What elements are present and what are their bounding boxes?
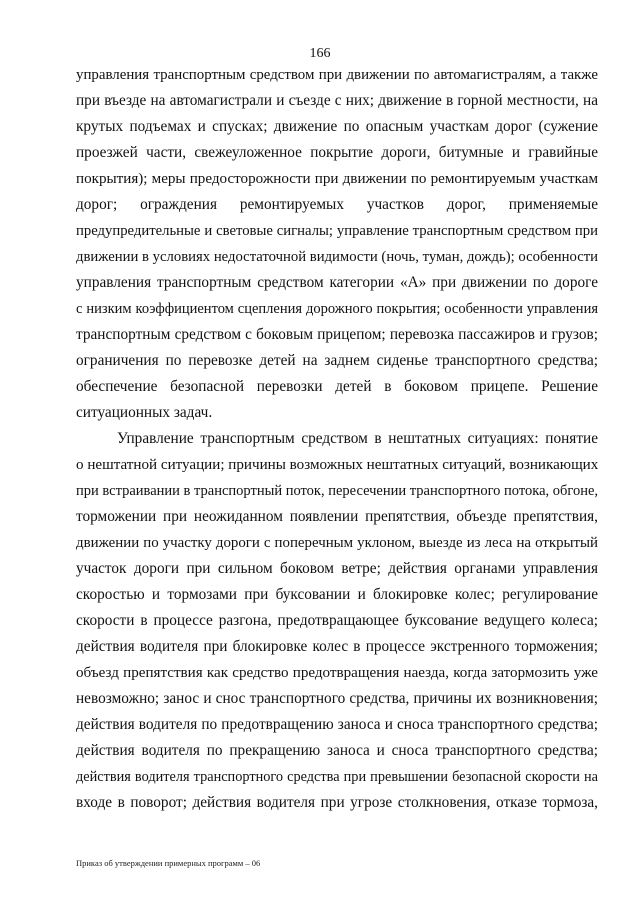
text-line: при встраивании в транспортный поток, пересечении транспортного потока, обгоне, <box>76 483 599 499</box>
text-line: с низким коэффициентом сцепления дорожного покрытия; особенности управления <box>76 301 598 317</box>
text-line: входе в поворот; действия водителя при угрозе столкновения, отказе тормоза, <box>76 794 598 811</box>
text-line: движении по участку дороги с поперечным уклоном, выезде из леса на открытый <box>76 535 598 551</box>
text-line: транспортным средством с боковым прицепом; перевозка пассажиров и грузов; <box>76 326 598 343</box>
text-line: действия водителя по прекращению заноса и сноса транспортного средства; <box>76 742 598 759</box>
text-line: дорог; ограждения ремонтируемых участков дорог, применяемые <box>76 196 598 213</box>
text-line: предупредительные и световые сигналы; управление транспортным средством при <box>76 223 598 239</box>
text-line: движении в условиях недостаточной видимости (ночь, туман, дождь); особенности <box>76 249 598 265</box>
text-line: скоростью и тормозами при буксовании и блокировке колес; регулирование <box>76 586 598 603</box>
text-line: крутых подъемах и спусках; движение по опасным участкам дорог (сужение <box>76 118 598 135</box>
text-line: управления транспортным средством категории «А» при движении по дороге <box>76 274 598 291</box>
text-line: управления транспортным средством при движении по автомагистралям, а также <box>76 67 598 83</box>
text-line: ситуационных задач. <box>76 404 213 421</box>
text-line: действия водителя по предотвращению заноса и сноса транспортного средства; <box>76 716 598 733</box>
text-line: покрытия); меры предосторожности при движении по ремонтируемым участкам <box>76 171 598 187</box>
text-line: торможении при неожиданном появлении препятствия, объезде препятствия, <box>76 508 598 525</box>
text-line: при въезде на автомагистрали и съезде с них; движение в горной местности, на <box>76 92 598 109</box>
page-number: 166 <box>309 46 331 61</box>
text-line: скорости в процессе разгона, предотвращающее буксование ведущего колеса; <box>76 612 598 629</box>
text-line: обеспечение безопасной перевозки детей в боковом прицепе. Решение <box>76 378 598 395</box>
text-line: о нештатной ситуации; причины возможных нештатных ситуаций, возникающих <box>76 457 599 473</box>
text-line: проезжей части, свежеуложенное покрытие дороги, битумные и гравийные <box>76 144 598 161</box>
page-footer: Приказ об утверждении примерных программ – 06 <box>76 858 261 868</box>
text-line: действия водителя транспортного средства при превышении безопасной скорости на <box>76 769 598 785</box>
text-line: Управление транспортным средством в нештатных ситуациях: понятие <box>117 430 598 447</box>
text-line: ограничения по перевозке детей на заднем сиденье транспортного средства; <box>76 352 598 369</box>
text-line: невозможно; занос и снос транспортного средства, причины их возникновения; <box>76 690 598 707</box>
text-line: участок дороги при сильном боковом ветре; действия органами управления <box>76 560 598 577</box>
text-line: действия водителя при блокировке колес в процессе экстренного торможения; <box>76 638 598 655</box>
text-line: объезд препятствия как средство предотвращения наезда, когда затормозить уже <box>76 665 598 681</box>
